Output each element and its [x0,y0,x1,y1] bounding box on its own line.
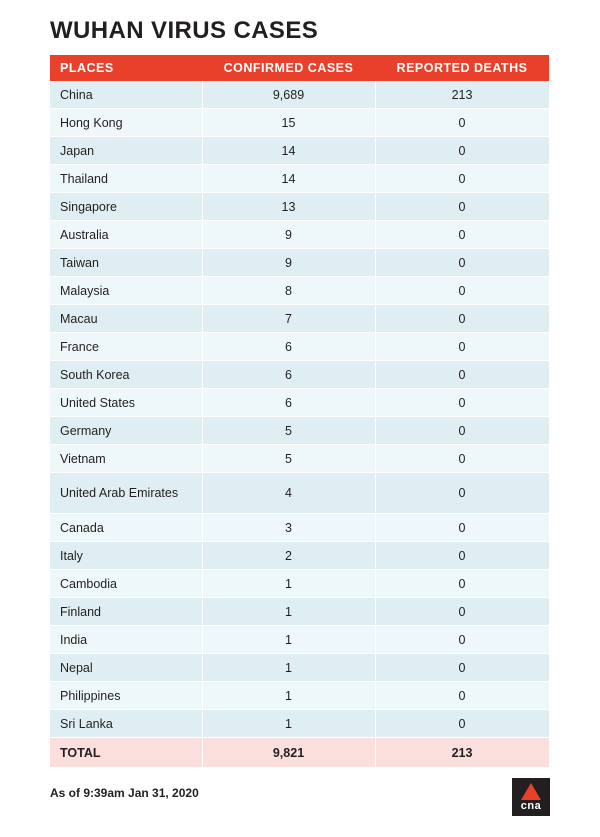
cell-place: Malaysia [50,277,202,305]
cell-deaths: 0 [375,542,549,570]
cell-place: Singapore [50,193,202,221]
table-row [50,598,549,626]
table-row [50,137,549,165]
cell-place: Germany [50,417,202,445]
cell-confirmed: 6 [202,361,375,389]
cell-deaths: 0 [375,389,549,417]
table-row [50,81,549,109]
table-header-row [50,55,549,81]
table-row [50,305,549,333]
cell-deaths: 0 [375,109,549,137]
logo-wordmark: cna [520,800,542,812]
cell-place: United Arab Emirates [50,473,202,514]
table-total-row [50,738,549,768]
cell-deaths: 0 [375,305,549,333]
cell-place: India [50,626,202,654]
cell-deaths: 0 [375,473,549,514]
cell-deaths: 0 [375,598,549,626]
cell-deaths: 0 [375,221,549,249]
cell-place: Thailand [50,165,202,193]
table-row [50,361,549,389]
table-row [50,221,549,249]
cell-deaths: 0 [375,277,549,305]
cell-deaths: 0 [375,333,549,361]
cell-total-deaths: 213 [375,738,549,768]
cell-deaths: 0 [375,445,549,473]
cell-confirmed: 3 [202,514,375,542]
cell-confirmed: 13 [202,193,375,221]
cell-confirmed: 1 [202,682,375,710]
cell-deaths: 0 [375,249,549,277]
cell-deaths: 0 [375,165,549,193]
cell-confirmed: 7 [202,305,375,333]
cell-place: France [50,333,202,361]
table-row [50,626,549,654]
cell-total-label: TOTAL [50,738,202,768]
cell-confirmed: 9,689 [202,81,375,109]
page-title: WUHAN VIRUS CASES [50,17,319,44]
cell-place: Japan [50,137,202,165]
cell-deaths: 0 [375,514,549,542]
cell-place: Nepal [50,654,202,682]
cell-deaths: 0 [375,361,549,389]
cell-confirmed: 15 [202,109,375,137]
table-row [50,542,549,570]
cell-deaths: 213 [375,81,549,109]
table-row [50,570,549,598]
cell-confirmed: 6 [202,333,375,361]
table-row [50,710,549,738]
table-row [50,277,549,305]
table-row [50,333,549,361]
table-footer [50,738,549,768]
table-row [50,417,549,445]
table-row [50,389,549,417]
table-row [50,249,549,277]
cell-place: Italy [50,542,202,570]
wuhan-virus-cases-table [50,55,550,767]
table-row [50,473,549,514]
cell-place: Philippines [50,682,202,710]
triangle-icon [521,783,541,800]
column-header-places: PLACES [50,55,202,81]
cell-deaths: 0 [375,654,549,682]
cell-place: Sri Lanka [50,710,202,738]
table-header [50,55,549,81]
cell-confirmed: 2 [202,542,375,570]
cell-place: United States [50,389,202,417]
cell-deaths: 0 [375,710,549,738]
cell-place: China [50,81,202,109]
cell-confirmed: 9 [202,221,375,249]
cell-confirmed: 1 [202,654,375,682]
cell-confirmed: 1 [202,626,375,654]
cell-confirmed: 14 [202,165,375,193]
table-row [50,514,549,542]
table-row [50,654,549,682]
table-row [50,445,549,473]
table-row [50,109,549,137]
cell-place: Canada [50,514,202,542]
cell-confirmed: 1 [202,570,375,598]
cell-deaths: 0 [375,193,549,221]
cell-confirmed: 6 [202,389,375,417]
cell-deaths: 0 [375,570,549,598]
table-row [50,193,549,221]
cell-place: Cambodia [50,570,202,598]
cell-confirmed: 14 [202,137,375,165]
cell-deaths: 0 [375,137,549,165]
column-header-reported-deaths: REPORTED DEATHS [375,55,549,81]
cell-place: Australia [50,221,202,249]
cell-confirmed: 8 [202,277,375,305]
cell-confirmed: 1 [202,598,375,626]
cell-place: South Korea [50,361,202,389]
cell-place: Vietnam [50,445,202,473]
cell-confirmed: 4 [202,473,375,514]
cell-confirmed: 1 [202,710,375,738]
cell-deaths: 0 [375,682,549,710]
cell-confirmed: 5 [202,445,375,473]
cell-confirmed: 9 [202,249,375,277]
table-row [50,165,549,193]
cell-deaths: 0 [375,626,549,654]
table-row [50,682,549,710]
cna-logo [512,778,550,816]
cell-confirmed: 5 [202,417,375,445]
cell-place: Hong Kong [50,109,202,137]
column-header-confirmed-cases: CONFIRMED CASES [202,55,375,81]
timestamp-note: As of 9:39am Jan 31, 2020 [50,786,199,800]
cell-place: Taiwan [50,249,202,277]
cell-total-confirmed: 9,821 [202,738,375,768]
cell-deaths: 0 [375,417,549,445]
table-body [50,81,549,738]
cell-place: Finland [50,598,202,626]
cell-place: Macau [50,305,202,333]
